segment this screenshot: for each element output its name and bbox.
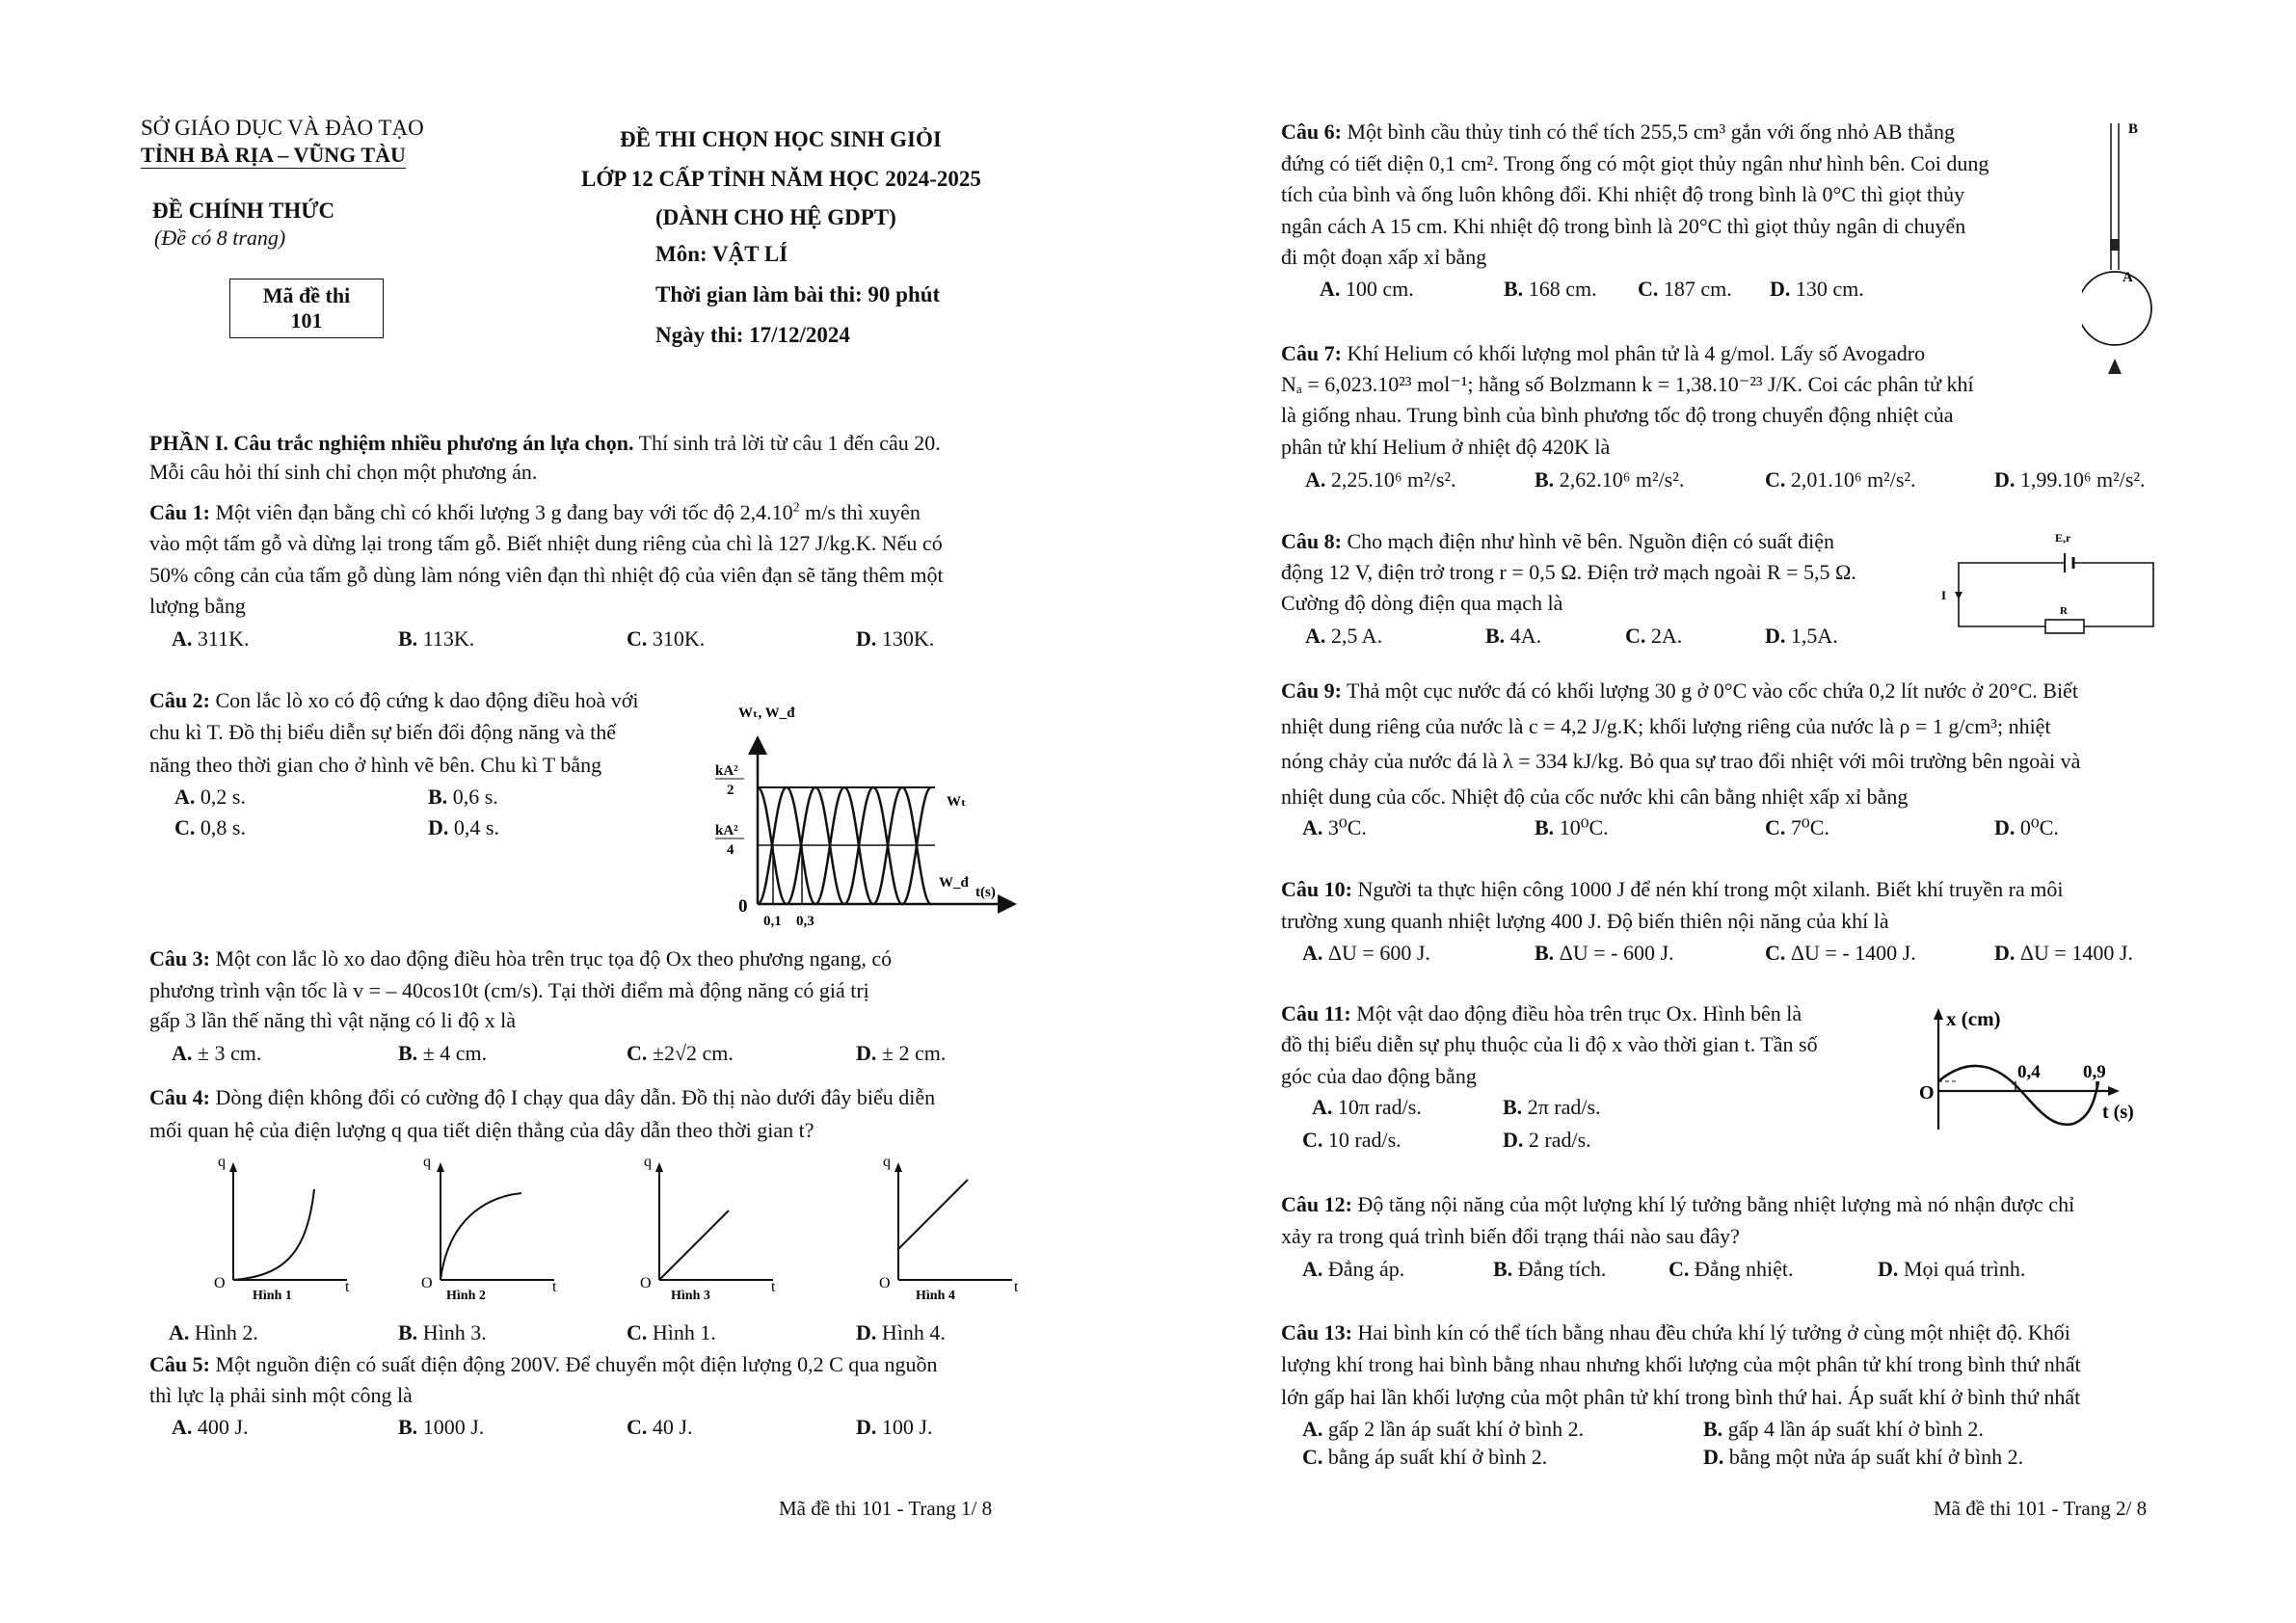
q1-option-d-letter: D. <box>856 626 877 651</box>
q3-option-c-letter: C. <box>627 1041 648 1065</box>
q8-option-c-letter: C. <box>1625 624 1646 648</box>
q11-option-d-letter: D. <box>1503 1128 1524 1152</box>
dept-line2: TỈNH BÀ RỊA – VŨNG TÀU <box>141 143 406 167</box>
q1-sup: 2 <box>792 500 800 516</box>
q4-g3-axis-t: t <box>771 1279 776 1295</box>
q7-option-b-letter: B. <box>1535 467 1555 492</box>
q7-option-d-letter: D. <box>1994 467 2016 492</box>
q3-option-c[interactable] <box>627 1041 734 1066</box>
q2-option-a[interactable] <box>174 785 246 810</box>
q12-option-b-letter: B. <box>1493 1257 1513 1281</box>
q5-line2: thì lực lạ phải sinh một công là <box>149 1383 413 1407</box>
q13-line3: lớn gấp hai lần khối lượng của một phân tử khí trong bình thứ hai. Áp suất khí ở bình thứ nhất <box>1281 1385 2081 1409</box>
official-label: ĐỀ CHÍNH THỨC <box>152 199 335 223</box>
q9-option-a-letter: A. <box>1302 815 1323 839</box>
q2-energy-graph <box>704 694 1022 935</box>
q2-graph-wd-label: W_đ <box>939 875 969 891</box>
q7-option-a[interactable] <box>1305 467 1456 492</box>
q4-text: Dòng điện không đổi có cường độ I chạy qua dây dẫn. Đồ thị nào dưới đây biểu diễn <box>209 1085 936 1109</box>
q5-text: Một nguồn điện có suất điện động 200V. Để chuyển một điện lượng 0,2 C qua nguồn <box>209 1352 938 1376</box>
q4-g3-axis-q: q <box>644 1154 652 1170</box>
q11-option-c-letter: C. <box>1302 1128 1323 1152</box>
q9-option-d-text: 0⁰C. <box>2015 815 2059 839</box>
q1-option-c-letter: C. <box>627 626 648 651</box>
q5-option-c-letter: C. <box>627 1415 648 1439</box>
dept-line1: SỞ GIÁO DỤC VÀ ĐÀO TẠO <box>141 116 424 140</box>
q1-option-b-letter: B. <box>398 626 418 651</box>
q12-option-b[interactable] <box>1493 1257 1606 1282</box>
q13-label: Câu 13: <box>1281 1320 1352 1344</box>
part1-title: PHẦN I. Câu trắc nghiệm nhiều phương án lựa chọn. <box>149 431 634 455</box>
exam-code-label: Mã đề thi <box>262 283 351 307</box>
q6-flask-figure <box>2082 116 2159 414</box>
q2-option-c-text: 0,8 s. <box>195 815 246 839</box>
q10-option-b-letter: B. <box>1535 941 1555 965</box>
q4-option-c-text: Hình 1. <box>647 1320 716 1344</box>
q8-line1 <box>1281 529 1834 554</box>
q12-text: Độ tăng nội năng của một lượng khí lý tưởng bằng nhiệt lượng mà nó nhận được chỉ <box>1351 1192 2075 1216</box>
q8-label: Câu 8: <box>1281 529 1342 553</box>
q3-option-b-letter: B. <box>398 1041 418 1065</box>
q10-option-d[interactable] <box>1994 941 2133 966</box>
q8-fig-current: I <box>1941 588 1947 602</box>
q6-fig-label-b: B <box>2128 121 2139 137</box>
q4-graph-3 <box>628 1153 792 1307</box>
q9-option-b-letter: B. <box>1535 815 1555 839</box>
q2-option-d-letter: D. <box>428 815 449 839</box>
q7-text: Khí Helium có khối lượng mol phân tử là 4 g/mol. Lấy số Avogadro <box>1341 341 1926 365</box>
q5-option-a-letter: A. <box>172 1415 193 1439</box>
q6-option-d-text: 130 cm. <box>1790 277 1864 301</box>
q4-line1 <box>149 1085 935 1110</box>
q13-line1 <box>1281 1320 2070 1345</box>
q13-option-c-letter: C. <box>1302 1445 1323 1469</box>
q13-option-d-letter: D. <box>1703 1445 1724 1469</box>
q2-option-c-letter: C. <box>174 815 196 839</box>
q11-text: Một vật dao động điều hòa trên trục Ox. Hình bên là <box>1350 1001 1802 1025</box>
q8-circuit-figure <box>1924 528 2165 634</box>
q13-option-c-text: bằng áp suất khí ở bình 2. <box>1322 1445 1548 1469</box>
q6-line3: tích của bình và ống luôn không đổi. Khi nhiệt độ trong bình là 0°C thì giọt thủy <box>1281 182 1965 206</box>
q4-graph-2 <box>410 1153 574 1307</box>
q4-option-b[interactable] <box>398 1320 487 1345</box>
q13-line2: lượng khí trong hai bình bằng nhau nhưng khối lượng của một phân tử khí trong bình thứ nhất <box>1281 1352 2081 1376</box>
part1-rest: Thí sinh trả lời từ câu 1 đến câu 20. <box>633 431 941 455</box>
q6-option-b[interactable] <box>1504 277 1597 302</box>
q12-option-d-letter: D. <box>1878 1257 1899 1281</box>
q2-graph-origin: 0 <box>738 896 748 917</box>
q12-option-a[interactable] <box>1302 1257 1404 1282</box>
q8-option-b[interactable] <box>1485 624 1541 649</box>
q4-g4-axis-t: t <box>1014 1279 1019 1295</box>
q2-option-b-letter: B. <box>428 785 448 809</box>
q11-option-a-text: 10π rad/s. <box>1332 1095 1422 1119</box>
exam-date: Ngày thi: 17/12/2024 <box>655 323 850 347</box>
q2-graph-ka2-mid: kA² <box>715 823 738 838</box>
q4-g3-origin: O <box>640 1275 652 1291</box>
q11-line3: góc của dao động bằng <box>1281 1064 1477 1088</box>
q6-flask-bulb <box>2082 272 2151 345</box>
q1-line1 <box>149 500 921 525</box>
q4-label: Câu 4: <box>149 1085 210 1109</box>
q12-line1 <box>1281 1192 2074 1217</box>
q7-option-a-text: 2,25.10⁶ m²/s². <box>1325 467 1456 492</box>
exam-page-2 <box>1148 0 2296 1623</box>
q9-option-c-letter: C. <box>1765 815 1786 839</box>
q8-option-a-text: 2,5 A. <box>1325 624 1383 648</box>
q11-option-b[interactable] <box>1503 1095 1601 1120</box>
q10-option-c-letter: C. <box>1765 941 1786 965</box>
q1-option-a-text: 311K. <box>192 626 250 651</box>
q4-option-d-text: Hình 4. <box>876 1320 946 1344</box>
q9-label: Câu 9: <box>1281 678 1342 703</box>
q9-option-d[interactable] <box>1994 815 2059 840</box>
q10-option-a[interactable] <box>1302 941 1430 966</box>
q11-line2: đồ thị biểu diễn sự phụ thuộc của li độ x vào thời gian t. Tần số <box>1281 1032 1818 1056</box>
q5-option-d[interactable] <box>856 1415 932 1440</box>
q2-option-d[interactable] <box>428 815 499 840</box>
q3-line1 <box>149 946 892 971</box>
q1-line3: 50% công cản của tấm gỗ dùng làm nóng viên đạn thì nhiệt độ của viên đạn sẽ tăng thêm một <box>149 563 944 587</box>
q6-option-a-letter: A. <box>1320 277 1341 301</box>
q2-graph-wt-label: Wₜ <box>947 794 967 810</box>
exam-title-3: (DÀNH CHO HỆ GDPT) <box>655 205 896 229</box>
q8-option-d-text: 1,5A. <box>1785 624 1838 648</box>
q3-label: Câu 3: <box>149 946 210 971</box>
q12-option-d-text: Mọi quá trình. <box>1898 1257 2026 1281</box>
q3-option-a-letter: A. <box>172 1041 193 1065</box>
q8-option-c[interactable] <box>1625 624 1682 649</box>
q6-option-d[interactable] <box>1770 277 1864 302</box>
q6-option-d-letter: D. <box>1770 277 1791 301</box>
q7-line2: Nₐ = 6,023.10²³ mol⁻¹; hằng số Bolzmann k = 1,38.10⁻²³ J/K. Coi các phân tử khí <box>1281 372 1974 396</box>
q1-option-a[interactable] <box>172 626 249 652</box>
q2-option-d-text: 0,4 s. <box>448 815 499 839</box>
q7-option-d-text: 1,99.10⁶ m²/s². <box>2015 467 2146 492</box>
q2-graph-den2: 2 <box>727 783 734 798</box>
q7-line1 <box>1281 341 1925 366</box>
q3-option-d-text: ± 2 cm. <box>876 1041 947 1065</box>
q6-label: Câu 6: <box>1281 120 1342 144</box>
q4-option-b-letter: B. <box>398 1320 418 1344</box>
q6-option-b-letter: B. <box>1504 277 1524 301</box>
q4-g2-origin: O <box>421 1275 433 1291</box>
q9-option-c[interactable] <box>1765 815 1829 840</box>
q3-option-c-text: ±2√2 cm. <box>647 1041 734 1065</box>
q11-option-d-text: 2 rad/s. <box>1523 1128 1591 1152</box>
q4-g1-caption: Hình 1 <box>253 1289 292 1303</box>
q11-graph-x1: 0,4 <box>2017 1062 2041 1082</box>
q2-graph-x1: 0,1 <box>763 914 782 929</box>
q8-line2: động 12 V, điện trở trong r = 0,5 Ω. Điện trở mạch ngoài R = 5,5 Ω. <box>1281 560 1856 584</box>
q4-g4-caption: Hình 4 <box>916 1289 955 1303</box>
q3-option-d[interactable] <box>856 1041 946 1066</box>
q6-option-c-letter: C. <box>1638 277 1659 301</box>
q7-line3: là giống nhau. Trung bình của bình phương tốc độ trong chuyển động nhiệt của <box>1281 403 1954 427</box>
q11-option-a-letter: A. <box>1312 1095 1333 1119</box>
q5-line1 <box>149 1352 938 1377</box>
q11-graph-origin: O <box>1919 1082 1935 1104</box>
q6-line1 <box>1281 120 1955 145</box>
q4-g4-axis-q: q <box>883 1154 891 1170</box>
q6-option-a[interactable] <box>1320 277 1414 302</box>
q2-option-a-letter: A. <box>174 785 196 809</box>
q8-fig-resistor: R <box>2060 605 2068 617</box>
q1-label: Câu 1: <box>149 500 210 524</box>
q4-option-a-text: Hình 2. <box>189 1320 258 1344</box>
q10-option-a-text: ΔU = 600 J. <box>1322 941 1430 965</box>
q1-option-d-text: 130K. <box>876 626 935 651</box>
q10-option-a-letter: A. <box>1302 941 1323 965</box>
q3-option-a[interactable] <box>172 1041 261 1066</box>
q5-option-c[interactable] <box>627 1415 692 1440</box>
q4-option-d[interactable] <box>856 1320 946 1345</box>
q11-option-c-text: 10 rad/s. <box>1322 1128 1402 1152</box>
q3-line3: gấp 3 lần thế năng thì vật nặng có li độ x là <box>149 1008 517 1032</box>
q5-option-b-letter: B. <box>398 1415 418 1439</box>
q6-line5: đi một đoạn xấp xỉ bằng <box>1281 245 1487 269</box>
q8-option-c-text: 2A. <box>1645 624 1683 648</box>
part1-heading <box>149 431 941 456</box>
q2-option-c[interactable] <box>174 815 246 840</box>
q2-line3: năng theo thời gian cho ở hình vẽ bên. Chu kì T bằng <box>149 753 602 777</box>
q10-label: Câu 10: <box>1281 877 1352 901</box>
q10-line1 <box>1281 877 2063 902</box>
q9-line1 <box>1281 678 2078 704</box>
part1-line2: Mỗi câu hỏi thí sinh chỉ chọn một phương án. <box>149 460 538 484</box>
q4-option-c-letter: C. <box>627 1320 648 1344</box>
q5-option-b[interactable] <box>398 1415 484 1440</box>
q1-option-a-letter: A. <box>172 626 193 651</box>
q5-label: Câu 5: <box>149 1352 210 1376</box>
q1-option-d[interactable] <box>856 626 934 652</box>
q8-option-a-letter: A. <box>1305 624 1326 648</box>
q8-fig-source: E,r <box>2055 531 2071 545</box>
q2-line1 <box>149 688 639 713</box>
q4-graph-1 <box>202 1153 366 1307</box>
q9-option-a[interactable] <box>1302 815 1367 840</box>
q12-line2: xảy ra trong quá trình biến đổi trạng thái nào sau đây? <box>1281 1224 1740 1248</box>
q4-g2-caption: Hình 2 <box>446 1289 486 1303</box>
q3-option-a-text: ± 3 cm. <box>192 1041 262 1065</box>
q1-line2: vào một tấm gỗ và dừng lại trong tấm gỗ. Biết nhiệt dung riêng của chì là 127 J/kg.K. Nếu có <box>149 531 943 555</box>
exam-code-box <box>229 279 384 338</box>
q1-line4: lượng bằng <box>149 594 246 618</box>
exam-title-1: ĐỀ THI CHỌN HỌC SINH GIỎI <box>620 127 942 151</box>
q13-option-a-text: gấp 2 lần áp suất khí ở bình 2. <box>1322 1417 1585 1441</box>
q3-text: Một con lắc lò xo dao động điều hòa trên trục tọa độ Ox theo phương ngang, có <box>209 946 893 971</box>
q10-option-c[interactable] <box>1765 941 1916 966</box>
q6-text: Một bình cầu thủy tinh có thể tích 255,5 cm³ gắn với ống nhỏ AB thẳng <box>1341 120 1955 144</box>
q9-line3: nóng chảy của nước đá là λ = 334 kJ/kg. Bỏ qua sự trao đổi nhiệt với môi trường bên ngoài và <box>1281 749 2081 773</box>
q4-g3-caption: Hình 3 <box>671 1289 710 1303</box>
q9-line4: nhiệt dung của cốc. Nhiệt độ của cốc nước khi cân bằng nhiệt xấp xỉ bằng <box>1281 785 1909 809</box>
q6-line2: đứng có tiết diện 0,1 cm². Trong ống có một giọt thủy ngân như hình bên. Coi dung <box>1281 151 1989 175</box>
pages-note: (Đề có 8 trang) <box>154 226 286 250</box>
q10-option-d-text: ΔU = 1400 J. <box>2015 941 2133 965</box>
exam-subject: Môn: VẬT LÍ <box>655 242 788 266</box>
page1-footer: Mã đề thi 101 - Trang 1/ 8 <box>779 1497 993 1520</box>
q6-option-b-text: 168 cm. <box>1523 277 1597 301</box>
q11-graph-x2: 0,9 <box>2083 1062 2106 1082</box>
q13-option-c[interactable] <box>1302 1445 1547 1470</box>
q8-resistor <box>2045 620 2084 633</box>
q12-option-c[interactable] <box>1669 1257 1794 1282</box>
q9-option-c-text: 7⁰C. <box>1785 815 1829 839</box>
exam-duration: Thời gian làm bài thi: 90 phút <box>655 282 941 306</box>
q2-graph-ka2-top: kA² <box>715 763 738 779</box>
q6-option-c-text: 187 cm. <box>1658 277 1732 301</box>
q10-option-d-letter: D. <box>1994 941 2016 965</box>
page2-footer: Mã đề thi 101 - Trang 2/ 8 <box>1934 1497 2148 1520</box>
q3-option-d-letter: D. <box>856 1041 877 1065</box>
q1-option-b[interactable] <box>398 626 474 652</box>
q4-graph-4 <box>868 1153 1031 1307</box>
q12-option-c-letter: C. <box>1669 1257 1690 1281</box>
q13-option-d-text: bằng một nửa áp suất khí ở bình 2. <box>1723 1445 2024 1469</box>
q4-g2-axis-q: q <box>423 1154 431 1170</box>
q4-option-a-letter: A. <box>169 1320 190 1344</box>
q4-g1-axis-t: t <box>345 1279 350 1295</box>
q11-line1 <box>1281 1001 1802 1026</box>
q10-option-b[interactable] <box>1535 941 1674 966</box>
q5-option-a[interactable] <box>172 1415 248 1440</box>
q8-option-a[interactable] <box>1305 624 1382 649</box>
q1-option-c[interactable] <box>627 626 705 652</box>
q4-line2: mối quan hệ của điện lượng q qua tiết diện thẳng của dây dẫn theo thời gian t? <box>149 1118 814 1142</box>
q10-text: Người ta thực hiện công 1000 J để nén khí trong một xilanh. Biết khí truyền ra môi <box>1351 877 2064 901</box>
q8-text: Cho mạch điện như hình vẽ bên. Nguồn điện có suất điện <box>1341 529 1835 553</box>
q9-line2: nhiệt dung riêng của nước là c = 4,2 J/g.K; khối lượng riêng của nước là ρ = 1 g/cm³; nhiệt <box>1281 714 2051 738</box>
q7-option-a-letter: A. <box>1305 467 1326 492</box>
q2-option-a-text: 0,2 s. <box>195 785 246 809</box>
q13-option-b[interactable] <box>1703 1417 1984 1442</box>
q10-line2: trường xung quanh nhiệt lượng 400 J. Độ biến thiên nội năng của khí là <box>1281 909 1889 933</box>
q5-option-a-text: 400 J. <box>192 1415 249 1439</box>
q11-label: Câu 11: <box>1281 1001 1351 1025</box>
q9-option-b-text: 10⁰C. <box>1554 815 1609 839</box>
q1-text: Một viên đạn bằng chì có khối lượng 3 g đang bay với tốc độ 2,4.10 <box>209 500 793 524</box>
q9-option-d-letter: D. <box>1994 815 2016 839</box>
q13-text: Hai bình kín có thể tích bằng nhau đều chứa khí lý tưởng ở cùng một nhiệt độ. Khối <box>1351 1320 2070 1344</box>
q8-option-b-letter: B. <box>1485 624 1506 648</box>
q9-option-a-text: 3⁰C. <box>1322 815 1367 839</box>
q11-option-d[interactable] <box>1503 1128 1591 1153</box>
q4-g1-origin: O <box>214 1275 226 1291</box>
q7-option-c-text: 2,01.10⁶ m²/s². <box>1785 467 1916 492</box>
q2-option-b[interactable] <box>428 785 498 810</box>
q6-mercury-drop <box>2110 239 2120 251</box>
q12-option-b-text: Đẳng tích. <box>1512 1257 1607 1281</box>
q7-label: Câu 7: <box>1281 341 1342 365</box>
q4-g2-axis-t: t <box>552 1279 557 1295</box>
q3-option-b[interactable] <box>398 1041 487 1066</box>
q6-option-c[interactable] <box>1638 277 1732 302</box>
q12-option-a-letter: A. <box>1302 1257 1323 1281</box>
q8-line3: Cường độ dòng điện qua mạch là <box>1281 591 1563 615</box>
q11-graph-yaxis: x (cm) <box>1946 1007 2001 1030</box>
q6-option-a-text: 100 cm. <box>1340 277 1414 301</box>
q7-option-c-letter: C. <box>1765 467 1786 492</box>
q13-option-b-letter: B. <box>1703 1417 1723 1441</box>
q6-fig-label-a: A <box>2122 270 2133 285</box>
q4-g1-axis-q: q <box>218 1154 226 1170</box>
q1-option-b-text: 113K. <box>417 626 475 651</box>
q4-option-c[interactable] <box>627 1320 716 1345</box>
q7-option-c[interactable] <box>1765 467 1916 492</box>
q9-text: Thả một cục nước đá có khối lượng 30 g ở 0°C vào cốc chứa 0,2 lít nước ở 20°C. Biết <box>1341 678 2078 703</box>
q2-option-b-text: 0,6 s. <box>447 785 498 809</box>
q5-option-d-letter: D. <box>856 1415 877 1439</box>
q6-line4: ngân cách A 15 cm. Khi nhiệt độ trong bình là 20°C thì giọt thủy ngân di chuyển <box>1281 214 1966 238</box>
q3-line2: phương trình vận tốc là v = – 40cos10t (cm/s). Tại thời điểm mà động năng có giá trị <box>149 978 869 1002</box>
q7-option-b[interactable] <box>1535 467 1684 492</box>
q10-option-b-text: ΔU = - 600 J. <box>1554 941 1674 965</box>
q4-g4-origin: O <box>879 1275 891 1291</box>
q5-option-c-text: 40 J. <box>647 1415 693 1439</box>
q11-option-a[interactable] <box>1312 1095 1422 1120</box>
q12-option-d[interactable] <box>1878 1257 2025 1282</box>
q13-option-a-letter: A. <box>1302 1417 1323 1441</box>
q11-graph-taxis: t (s) <box>2102 1102 2134 1123</box>
q4-option-d-letter: D. <box>856 1320 877 1344</box>
q8-option-d-letter: D. <box>1765 624 1786 648</box>
q8-option-b-text: 4A. <box>1505 624 1542 648</box>
q5-option-d-text: 100 J. <box>876 1415 933 1439</box>
q13-option-a[interactable] <box>1302 1417 1584 1442</box>
q2-graph-x2: 0,3 <box>796 914 814 929</box>
q3-option-b-text: ± 4 cm. <box>417 1041 488 1065</box>
q11-option-b-letter: B. <box>1503 1095 1523 1119</box>
q12-option-c-text: Đẳng nhiệt. <box>1689 1257 1794 1281</box>
q2-line2: chu kì T. Đồ thị biểu diễn sự biến đổi động năng và thế <box>149 720 617 744</box>
q4-option-a[interactable] <box>169 1320 258 1345</box>
q2-graph-den4: 4 <box>727 842 734 858</box>
q12-option-a-text: Đẳng áp. <box>1322 1257 1405 1281</box>
q13-option-d[interactable] <box>1703 1445 2023 1470</box>
q9-option-b[interactable] <box>1535 815 1609 840</box>
exam-title-2: LỚP 12 CẤP TỈNH NĂM HỌC 2024-2025 <box>581 167 981 191</box>
q8-option-d[interactable] <box>1765 624 1838 649</box>
q4-option-b-text: Hình 3. <box>417 1320 487 1344</box>
q2-text: Con lắc lò xo có độ cứng k dao động điều hoà với <box>209 688 639 712</box>
q13-option-b-text: gấp 4 lần áp suất khí ở bình 2. <box>1722 1417 1984 1441</box>
q5-option-b-text: 1000 J. <box>417 1415 485 1439</box>
q7-option-d[interactable] <box>1994 467 2146 492</box>
q2-graph-t-label: t(s) <box>975 885 996 900</box>
q2-graph-yaxis: Wₜ, W_đ <box>738 705 795 721</box>
q12-label: Câu 12: <box>1281 1192 1352 1216</box>
q11-option-c[interactable] <box>1302 1128 1402 1153</box>
q1-text-end: m/s thì xuyên <box>799 500 921 524</box>
q7-line4: phân tử khí Helium ở nhiệt độ 420K là <box>1281 435 1611 459</box>
q7-option-b-text: 2,62.10⁶ m²/s². <box>1554 467 1685 492</box>
q11-option-b-text: 2π rad/s. <box>1522 1095 1601 1119</box>
exam-code-value: 101 <box>290 308 323 333</box>
q1-option-c-text: 310K. <box>647 626 706 651</box>
q2-label: Câu 2: <box>149 688 210 712</box>
q11-oscillation-graph <box>1890 1002 2150 1137</box>
q10-option-c-text: ΔU = - 1400 J. <box>1785 941 1916 965</box>
